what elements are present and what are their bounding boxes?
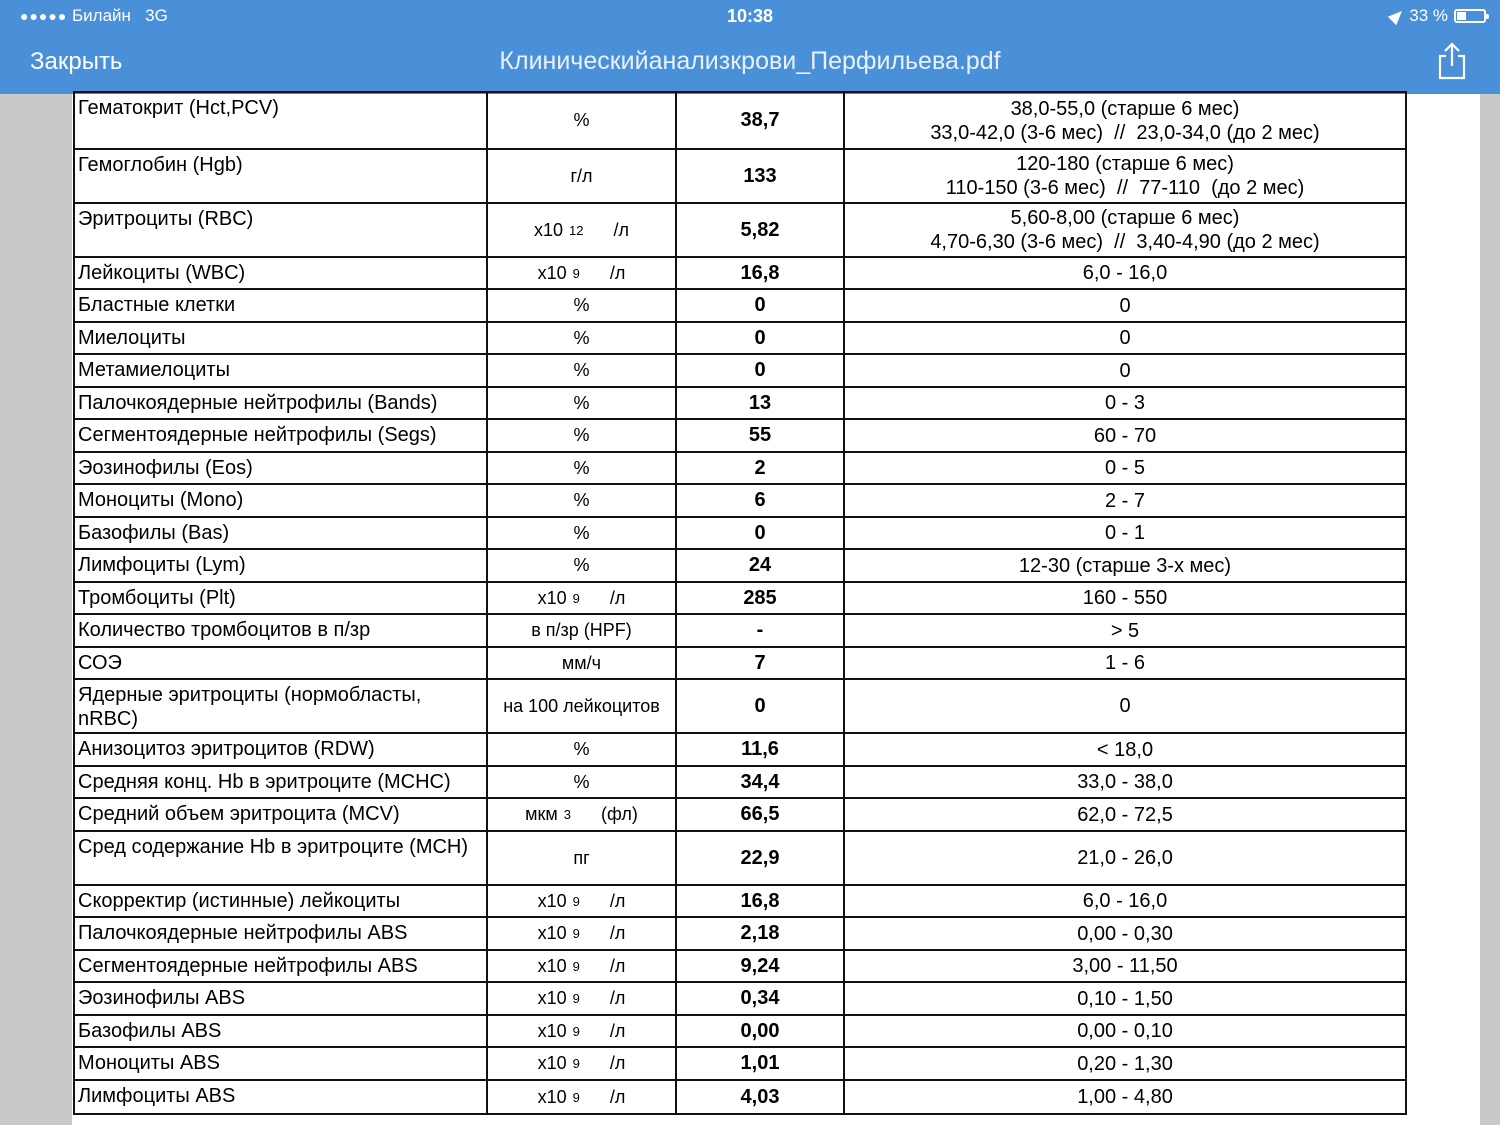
result-value: 5,82	[676, 203, 844, 257]
result-value: 55	[676, 419, 844, 452]
unit-expression	[538, 891, 626, 912]
result-value: 0	[676, 679, 844, 733]
reference-line: 33,0-42,0 (3-6 мес) // 23,0-34,0 (до 2 мес)	[930, 121, 1320, 144]
result-value: 0	[676, 354, 844, 387]
top-bar	[0, 0, 1500, 94]
table-row	[74, 950, 1406, 982]
unit-cell: %	[487, 766, 676, 798]
battery-icon	[1454, 9, 1486, 23]
parameter-name: Количество тромбоцитов в п/зр	[74, 614, 487, 647]
parameter-name: Сегментоядерные нейтрофилы (Segs)	[74, 419, 487, 452]
reference-line: 0,10 - 1,50	[1077, 987, 1173, 1010]
result-value: 0	[676, 517, 844, 549]
reference-range	[844, 917, 1406, 950]
table-row	[74, 289, 1406, 322]
result-value: 285	[676, 582, 844, 614]
unit-cell: %	[487, 733, 676, 766]
blood-test-table	[73, 91, 1407, 1115]
reference-line: 0	[1119, 294, 1131, 317]
unit-cell	[487, 798, 676, 831]
unit-base: x10	[537, 988, 567, 1008]
unit-suffix: /л	[613, 219, 629, 240]
reference-line: 0 - 5	[1104, 457, 1146, 479]
unit-base: мкм	[525, 804, 558, 824]
unit-suffix: (фл)	[600, 804, 638, 824]
unit-suffix: /л	[609, 1053, 626, 1073]
parameter-name: Метамиелоциты	[74, 354, 487, 387]
reference-range	[844, 149, 1406, 203]
reference-range	[844, 1080, 1406, 1114]
table-row	[74, 733, 1406, 766]
parameter-name: Средняя конц. Hb в эритроците (MCHC)	[74, 766, 487, 798]
unit-suffix: /л	[609, 955, 626, 976]
close-button[interactable]: Закрыть	[30, 48, 123, 75]
unit-base: x10	[537, 1020, 567, 1041]
battery-level	[1457, 12, 1466, 20]
reference-range	[844, 647, 1406, 679]
table-row	[74, 831, 1406, 885]
parameter-name: Анизоцитоз эритроцитов (RDW)	[74, 733, 487, 766]
result-value: 6	[676, 484, 844, 517]
nav-bar	[0, 32, 1500, 94]
reference-line: 6,0 - 16,0	[1082, 262, 1168, 284]
reference-range	[844, 257, 1406, 289]
unit-suffix: /л	[609, 1086, 626, 1107]
unit-cell	[487, 1047, 676, 1080]
reference-range	[844, 517, 1406, 549]
unit-base: x10	[533, 219, 564, 240]
unit-cell	[487, 1015, 676, 1047]
table-row	[74, 354, 1406, 387]
unit-exponent: 9	[572, 590, 580, 606]
unit-expression	[538, 1053, 626, 1074]
network-type: 3G	[145, 6, 168, 25]
unit-cell	[487, 950, 676, 982]
unit-expression	[538, 923, 626, 944]
unit-base: x10	[537, 1053, 567, 1073]
unit-suffix: /л	[609, 988, 626, 1008]
result-value: -	[676, 614, 844, 647]
unit-cell: %	[487, 484, 676, 517]
result-value: 0	[676, 322, 844, 354]
result-value: 4,03	[676, 1080, 844, 1114]
unit-cell	[487, 917, 676, 950]
unit-suffix: /л	[609, 923, 626, 943]
reference-line: 0 - 1	[1104, 522, 1146, 544]
reference-range	[844, 484, 1406, 517]
unit-expression	[538, 956, 626, 977]
reference-range	[844, 452, 1406, 484]
result-value: 2,18	[676, 917, 844, 950]
unit-cell: %	[487, 549, 676, 582]
unit-cell: на 100 лейкоцитов	[487, 679, 676, 733]
location-arrow-icon	[1388, 7, 1406, 25]
unit-cell: %	[487, 322, 676, 354]
signal-strength-icon: ●●●●●	[20, 8, 68, 24]
unit-exponent: 9	[572, 926, 580, 941]
parameter-name: Базофилы ABS	[74, 1015, 487, 1047]
parameter-name: Эозинофилы ABS	[74, 982, 487, 1015]
table-row	[74, 322, 1406, 354]
unit-exponent: 12	[569, 222, 584, 238]
reference-line: 0	[1119, 695, 1131, 717]
reference-line: 5,60-8,00 (старше 6 мес)	[1010, 207, 1240, 229]
parameter-name: Миелоциты	[74, 322, 487, 354]
unit-exponent: 3	[563, 807, 571, 822]
unit-cell: %	[487, 419, 676, 452]
unit-suffix: /л	[609, 890, 626, 911]
parameter-name: Гематокрит (Hct,PCV)	[74, 92, 487, 149]
unit-expression	[538, 1087, 626, 1108]
unit-cell: %	[487, 387, 676, 419]
reference-line: 3,00 - 11,50	[1072, 955, 1178, 977]
reference-line: 0,00 - 0,10	[1077, 1020, 1173, 1042]
reference-range	[844, 614, 1406, 647]
result-value: 16,8	[676, 257, 844, 289]
table-row	[74, 484, 1406, 517]
parameter-name: Сред содержание Hb в эритроците (MCH)	[74, 831, 487, 885]
result-value: 16,8	[676, 885, 844, 917]
parameter-name: Лимфоциты ABS	[74, 1080, 487, 1114]
table-row	[74, 798, 1406, 831]
reference-line: 0,20 - 1,30	[1077, 1052, 1173, 1075]
unit-cell: мм/ч	[487, 647, 676, 679]
table-row	[74, 257, 1406, 289]
parameter-name: Моноциты ABS	[74, 1047, 487, 1080]
reference-line: 110-150 (3-6 мес) // 77-110 (до 2 мес)	[945, 177, 1305, 199]
unit-base: x10	[537, 955, 567, 976]
reference-line: 2 - 7	[1104, 489, 1146, 512]
table-row	[74, 1015, 1406, 1047]
unit-expression	[538, 588, 626, 609]
table-row	[74, 679, 1406, 733]
parameter-name: Моноциты (Mono)	[74, 484, 487, 517]
unit-exponent: 9	[572, 1056, 580, 1071]
reference-line: 60 - 70	[1093, 424, 1157, 447]
result-value: 9,24	[676, 950, 844, 982]
reference-range	[844, 1047, 1406, 1080]
result-value: 13	[676, 387, 844, 419]
reference-range	[844, 289, 1406, 322]
unit-cell: %	[487, 517, 676, 549]
table-row	[74, 203, 1406, 257]
parameter-name: Ядерные эритроциты (нормобласты, nRBC)	[74, 679, 487, 733]
reference-range	[844, 885, 1406, 917]
table-row	[74, 452, 1406, 484]
reference-line: 33,0 - 38,0	[1077, 771, 1173, 793]
unit-cell: %	[487, 452, 676, 484]
unit-cell	[487, 982, 676, 1015]
reference-line: 4,70-6,30 (3-6 мес) // 3,40-4,90 (до 2 мес)	[930, 231, 1320, 253]
reference-line: 6,0 - 16,0	[1082, 890, 1168, 912]
parameter-name: Лейкоциты (WBC)	[74, 257, 487, 289]
parameter-name: Лимфоциты (Lym)	[74, 549, 487, 582]
parameter-name: Палочкоядерные нейтрофилы ABS	[74, 917, 487, 950]
parameter-name: Скорректир (истинные) лейкоциты	[74, 885, 487, 917]
parameter-name: Сегментоядерные нейтрофилы ABS	[74, 950, 487, 982]
reference-line: 0 - 3	[1104, 392, 1146, 414]
table-row	[74, 982, 1406, 1015]
unit-cell	[487, 582, 676, 614]
table-row	[74, 92, 1406, 149]
table-row	[74, 1047, 1406, 1080]
parameter-name: СОЭ	[74, 647, 487, 679]
battery-info	[1391, 6, 1486, 26]
reference-range	[844, 679, 1406, 733]
reference-line: 1,00 - 4,80	[1077, 1086, 1173, 1108]
reference-range	[844, 203, 1406, 257]
reference-line: < 18,0	[1096, 738, 1154, 761]
result-value: 2	[676, 452, 844, 484]
reference-range	[844, 982, 1406, 1015]
result-value: 0	[676, 289, 844, 322]
result-value: 38,7	[676, 92, 844, 149]
reference-range	[844, 322, 1406, 354]
table-row	[74, 419, 1406, 452]
unit-exponent: 9	[572, 265, 580, 281]
parameter-name: Бластные клетки	[74, 289, 487, 322]
unit-exponent: 9	[572, 1023, 580, 1039]
table-row	[74, 387, 1406, 419]
parameter-name: Тромбоциты (Plt)	[74, 582, 487, 614]
reference-line: 160 - 550	[1082, 587, 1168, 609]
result-value: 0,00	[676, 1015, 844, 1047]
unit-cell	[487, 257, 676, 289]
unit-cell: %	[487, 354, 676, 387]
reference-line: 1 - 6	[1104, 652, 1146, 674]
unit-base: x10	[537, 587, 567, 608]
unit-cell: %	[487, 289, 676, 322]
status-bar	[0, 0, 1500, 32]
unit-expression	[538, 988, 626, 1009]
table-row	[74, 885, 1406, 917]
table-row	[74, 614, 1406, 647]
table-row	[74, 582, 1406, 614]
unit-exponent: 9	[572, 991, 580, 1006]
unit-expression	[534, 220, 629, 241]
share-icon[interactable]	[1436, 42, 1468, 80]
parameter-name: Средний объем эритроцита (MCV)	[74, 798, 487, 831]
result-value: 22,9	[676, 831, 844, 885]
unit-base: x10	[537, 890, 567, 911]
table-row	[74, 647, 1406, 679]
carrier-name: Билайн	[72, 6, 131, 25]
unit-cell: в п/зр (HPF)	[487, 614, 676, 647]
table-row	[74, 766, 1406, 798]
reference-range	[844, 831, 1406, 885]
parameter-name: Эритроциты (RBC)	[74, 203, 487, 257]
unit-expression	[538, 263, 626, 284]
parameter-name: Гемоглобин (Hgb)	[74, 149, 487, 203]
reference-line: 0	[1119, 327, 1131, 349]
pdf-page	[72, 94, 1480, 1125]
clock: 10:38	[726, 6, 774, 26]
table-row	[74, 1080, 1406, 1114]
parameter-name: Палочкоядерные нейтрофилы (Bands)	[74, 387, 487, 419]
reference-range	[844, 950, 1406, 982]
reference-range	[844, 549, 1406, 582]
result-value: 66,5	[676, 798, 844, 831]
reference-range	[844, 766, 1406, 798]
unit-base: x10	[537, 1086, 567, 1107]
reference-range	[844, 419, 1406, 452]
unit-exponent: 9	[572, 893, 580, 909]
reference-line: 21,0 - 26,0	[1077, 847, 1173, 869]
reference-line: 0	[1119, 359, 1131, 382]
result-value: 34,4	[676, 766, 844, 798]
table-row	[74, 549, 1406, 582]
unit-exponent: 9	[572, 958, 580, 974]
parameter-name: Базофилы (Bas)	[74, 517, 487, 549]
table-row	[74, 517, 1406, 549]
unit-base: x10	[537, 923, 567, 943]
reference-range	[844, 798, 1406, 831]
reference-line: 120-180 (старше 6 мес)	[1016, 153, 1234, 175]
reference-range	[844, 354, 1406, 387]
table-row	[74, 149, 1406, 203]
battery-percent: 33 %	[1409, 6, 1448, 25]
reference-range	[844, 1015, 1406, 1047]
document-title: Клиническийанализкрови_Перфильева.pdf	[499, 47, 1001, 75]
reference-line: 12-30 (старше 3-х мес)	[1018, 554, 1232, 577]
unit-expression	[538, 1021, 626, 1042]
reference-line: 0,00 - 0,30	[1077, 922, 1173, 945]
result-value: 0,34	[676, 982, 844, 1015]
unit-cell	[487, 203, 676, 257]
reference-range	[844, 733, 1406, 766]
reference-range	[844, 582, 1406, 614]
reference-range	[844, 92, 1406, 149]
unit-base: x10	[537, 262, 567, 283]
unit-cell: %	[487, 92, 676, 149]
result-value: 1,01	[676, 1047, 844, 1080]
table-row	[74, 917, 1406, 950]
reference-line: 38,0-55,0 (старше 6 мес)	[1010, 97, 1240, 120]
unit-suffix: /л	[609, 587, 626, 608]
unit-cell: пг	[487, 831, 676, 885]
unit-expression	[525, 804, 638, 825]
result-value: 133	[676, 149, 844, 203]
reference-range	[844, 387, 1406, 419]
unit-cell: г/л	[487, 149, 676, 203]
reference-line: > 5	[1110, 619, 1140, 642]
unit-suffix: /л	[609, 262, 626, 283]
unit-exponent: 9	[572, 1089, 580, 1105]
reference-line: 62,0 - 72,5	[1077, 803, 1173, 826]
parameter-name: Эозинофилы (Eos)	[74, 452, 487, 484]
unit-cell	[487, 1080, 676, 1114]
unit-suffix: /л	[609, 1020, 626, 1041]
result-value: 7	[676, 647, 844, 679]
result-value: 24	[676, 549, 844, 582]
unit-cell	[487, 885, 676, 917]
result-value: 11,6	[676, 733, 844, 766]
